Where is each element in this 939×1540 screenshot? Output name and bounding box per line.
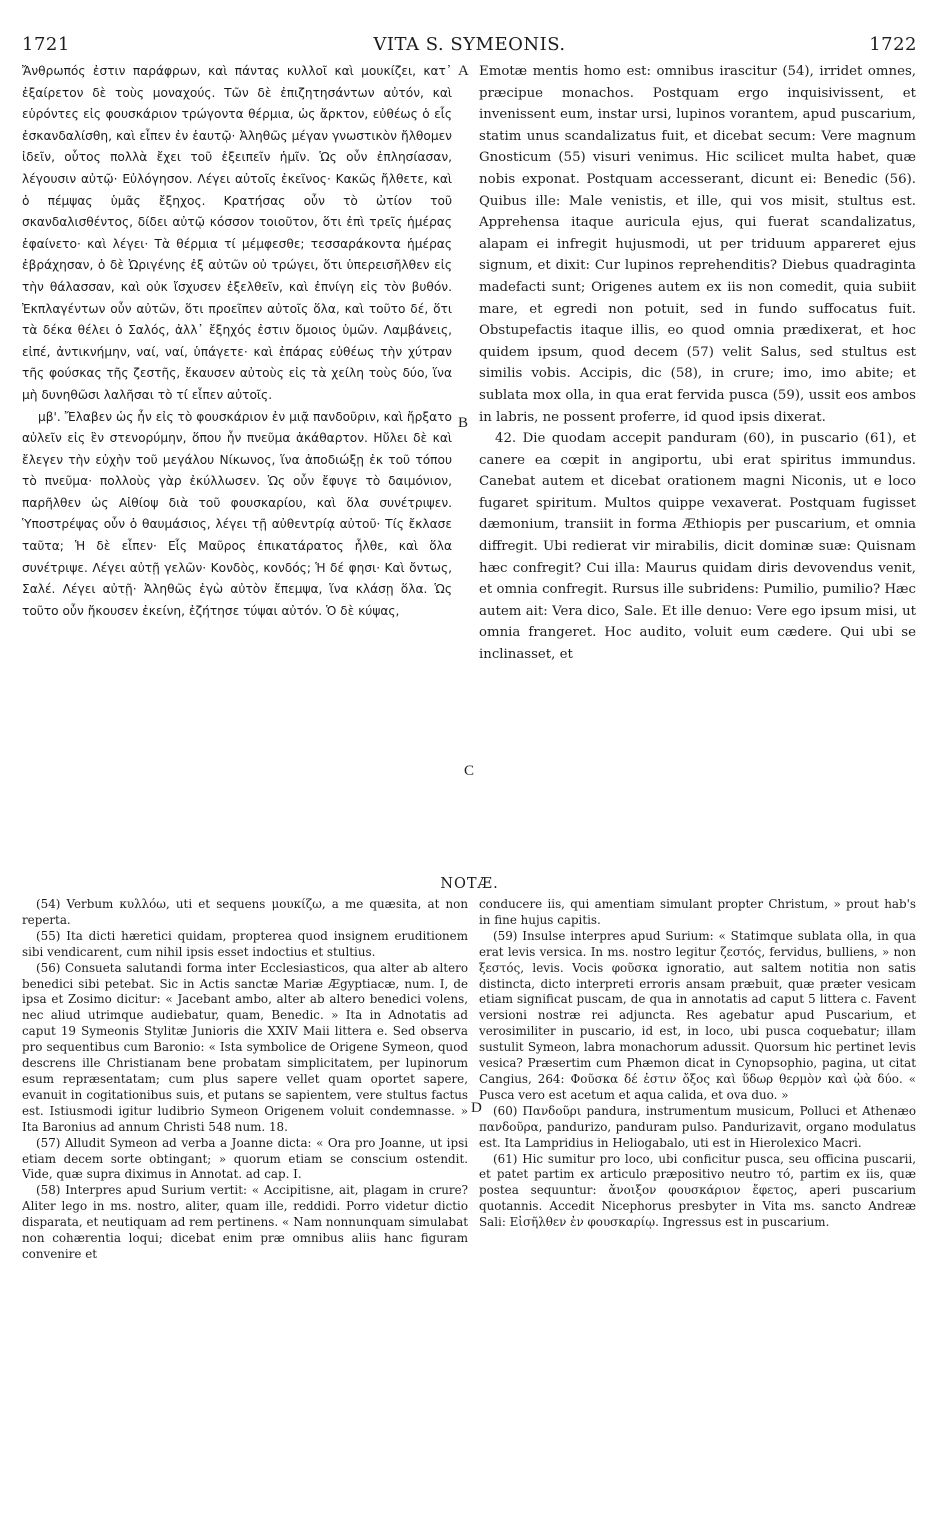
latin-text-column <box>479 61 916 881</box>
section-marker-b: B <box>458 415 469 431</box>
greek-text-column <box>22 61 452 881</box>
right-column-number: 1722 <box>869 34 917 55</box>
note-58: (58) Interpres apud Surium vertit: « Accipitisne, ait, plagam in crure? Aliter lego in ms. nostro, aliter, quam ille, reddidi. Porro videtur dictio disparata, et neutiquam ad rem pertinens. « Nam nonnunquam simulabat non cohærentia loqui; dicebat enim præ omnibus aliis hanc figuram convenire et <box>22 1183 468 1261</box>
notes-right-column <box>479 897 916 1457</box>
greek-paragraph-2: μβ'. Ἔλαβεν ὡς ἦν εἰς τὸ φουσκάριον ἐν μιᾷ πανδοῦριν, καὶ ἤρξατο αὐλεῖν εἰς ἓν στενορύμην, ὅπου ἦν πνεῦμα ἀκάθαρτον. Ηὔλει δὲ καὶ ἔλεγεν τὴν εὐχὴν τοῦ μεγάλου Νίκωνος, ἵνα ἀποδιώξῃ ἐκ τοῦ τόπου τὸ πνεῦμα· πολλοὺς γὰρ ἐκύλλωσεν. Ὡς οὖν ἔφυγε τὸ δαιμόνιον, παρῆλθεν ὡς Αἰθίοψ διὰ τοῦ φουσκαρίου, καὶ ὅλα συνέτριψεν. Ὑποστρέψας οὖν ὁ θαυμάσιος, λέγει τῇ αὐθεντρίᾳ αὐτοῦ· Τίς ἔκλασε ταῦτα; Ἡ δὲ εἶπεν· Εἷς Μαῦρος ἐπικατάρατος ἦλθε, καὶ ὅλα συνέτριψε. Λέγει αὐτῇ γελῶν· Κονδὸς, κονδός; Ἡ δέ φησι· Καὶ ὄντως, Σαλέ. Λέγει αὐτῇ· Ἀληθῶς ἐγὼ αὐτὸν ἔπεμψα, ἵνα κλάσῃ ὅλα. Ὡς τοῦτο οὖν ἤκουσεν ἐκείνη, ἐζήτησε τύψαι αὐτόν. Ὁ δὲ κύψας, <box>22 409 452 618</box>
note-58-continued: conducere iis, qui amentiam simulant propter Christum, » prout hab's in fine hujus capitis. <box>479 897 916 927</box>
running-title: VITA S. SYMEONIS. <box>373 34 566 55</box>
section-marker-a: A <box>458 63 469 79</box>
note-60: (60) Πανδοῦρι pandura, instrumentum musicum, Polluci et Athenæo πανδοῦρα, pandurizo, panduram pulso. Pandurizavit, organo modulatus est. Ita Lampridius in Heliogabalo, uti est in Hierolexico Macri. <box>479 1103 916 1150</box>
note-55: (55) Ita dicti hæretici quidam, propterea quod insignem eruditionem sibi vendicarent, cum nihil ipsis esset indoctius et stultius. <box>22 928 468 959</box>
greek-paragraph-1: Ἄνθρωπός ἐστιν παράφρων, καὶ πάντας κυλλοῖ καὶ μουκίζει, κατ᾽ ἐξαίρετον δὲ τοὺς μοναχούς. Τῶν δὲ ἐπιζητησάντων αὐτόν, καὶ εὑρόντες εἰς φουσκάριον τρώγοντα θέρμια, ὡς ἄρκτον, εὐθέως ὁ εἷς ἐσκανδαλίσθη, καὶ εἶπεν ἐν ἑαυτῷ· Ἀληθῶς μέγαν γνωστικὸν ἤλθομεν ἰδεῖν, οὗτος πολλὰ ἔχει τοῦ ἐξειπεῖν ἡμῖν. Ὡς οὖν ἐπλησίασαν, λέγουσιν αὐτῷ· Εὐλόγησον. Λέγει αὐτοῖς ἐκεῖνος· Κακῶς ἤλθετε, καὶ ὁ πέμψας ὑμᾶς ἔξηχος. Κρατήσας οὖν τὸ ὠτίον τοῦ σκανδαλισθέντος, δίδει αὐτῷ κόσσον τοιοῦτον, ὅτι ἐπὶ τρεῖς ἡμέρας ἐφαίνετο· καὶ λέγει· Τὰ θέρμια τί μέμφεσθε; τεσσαράκοντα ἡμέρας ἐβράχησαν, ὁ δὲ Ὠριγένης ἐξ αὐτῶν οὐ τρώγει, ὅτι ὑπερεισῆλθεν εἰς τὴν θάλασσαν, καὶ οὐκ ἴσχυσεν ἐξελθεῖν, καὶ ἐπνίγη εἰς τὸν βυθόν. Ἐκπλαγέντων οὖν αὐτῶν, ὅτι προεῖπεν αὐτοῖς ὅλα, καὶ τοῦτο δέ, ὅτι τὰ δέκα θέλει ὁ Σαλός, ἀλλ᾽ ἔξηχός ἐστιν ὅμοιος ὑμῶν. Λαμβάνεις, εἰπέ, ἀντικνήμην, ναί, ναί, ὑπάγετε· καὶ ἐπάρας εὐθέως τὴν χύτραν τῆς φούσκας τῆς ζεστῆς, ἔκαυσεν αὐτοὺς εἰς τὰ χείλη τοὺς δύο, ἵνα μὴ δυνηθῶσι λαλῆσαι τὸ τί εἶπεν αὐτοῖς. <box>22 64 452 402</box>
notes-heading: NOTÆ. <box>440 876 499 892</box>
note-61: (61) Hic sumitur pro loco, ubi conficitur pusca, seu officina puscarii, et patet partim ex articulo præpositivo neutro τό, partim ex iis, quæ postea sequuntur: ἄνοιξον φουσκάριον ἔφετος, aperi puscarium quotannis. Accedit Nicephorus presbyter in Vita ms. sancto Andreæ Sali: Εἰσῆλθεν ἐν φουσκαρίῳ. Ingressus est in puscarium. <box>479 1151 916 1230</box>
note-59: (59) Insulse interpres apud Surium: « Statimque sublata olla, in qua erat levis versica. In ms. nostro legitur ζεστός, fervidus, bulliens, » non ξεστός, levis. Vocis φοῦσκα ignoratio, aut saltem notitia non satis distincta, dicto interpreti erroris ansam præbuit, quæ præter vesicam etiam significat puscam, de qua in annotatis ad caput 5 littera c. Favent versioni nostræ rei adjuncta. Res agebatur apud Puscarium, et verosimiliter in puscario, id est, in loco, ubi pusca coquebatur; illam sustulit Symeon, labra monachorum adussit. Quorsum hic pertinet levis vesica? Præsertim cum Phæmon dicat in Cynopsophio, pagina, ut citat Cangius, 264: Φοῦσκα δέ ἐστιν ὄξος καὶ ὕδωρ θερμὸν καὶ ᾠὰ δύο. « Pusca vero est acetum et aqua calida, et ova duo. » <box>479 928 916 1102</box>
note-54: (54) Verbum κυλλόω, uti et sequens μουκίζω, a me quæsita, at non reperta. <box>22 897 468 927</box>
latin-paragraph-1: Emotæ mentis homo est: omnibus irascitur (54), irridet omnes, præcipue monachos. Postquam ergo inquisivissent, et invenissent eum, instar ursi, lupinos vorantem, apud puscarium, statim unus scandalizatus fuit, et dicebat secum: Vere magnum Gnosticum (55) visuri venimus. Hic scilicet multa habet, quæ nobis exponat. Postquam accesserant, dicunt ei: Benedic (56). Quibus ille: Male venistis, et ille, qui vos misit, stultus est. Apprehensa itaque auricula ejus, qui fuerat scandalizatus, alapam ei infregit hujusmodi, ut per triduum appareret ejus signum, et dixit: Cur lupinos reprehenditis? Diebus quadraginta madefacti sunt; Origenes autem ex iis non comedit, quia subiit mare, et egredi non potuit, sed in fundo suffocatus fuit. Obstupefactis itaque illis, eo quod omnia prædixerat, et hoc quidem ipsum, quod decem (57) velit Salus, sed stultus est similis vobis. Accipis, dic (58), in crure; imo, imo abite; et sublata mox olla, in qua erat fervida pusca (59), ussit eos ambos in labris, ne possent proferre, id quod ipsis dixerat. <box>479 64 916 425</box>
notes-left-column <box>22 897 468 1527</box>
note-56: (56) Consueta salutandi forma inter Ecclesiasticos, qua alter ab altero benedici sibi petebat. Sic in Actis sanctæ Mariæ Ægyptiacæ, num. I, de ipsa et Zosimo dicitur: « Jacebant ambo, alter ab altero benedici volens, nec aliud utrimque audiebatur, quam, Benedic. » Ita in Adnotatis ad caput 19 Symeonis Stylitæ Junioris die XXIV Maii littera e. Sed observa pro sequentibus cum Baronio: « Ista symbolice de Origene Symeon, quod descrens ille Christianam bene probatam simplicitatem, per lupinorum esum repræsentatam; cum plus sapere vellet quam oportet sapere, evanuit in cogitationibus suis, et putans se sapientem, vere stultus factus est. Istiusmodi igitur ludibrio Symeon Origenem voluit condemnasse. » Ita Baronius ad annum Christi 548 num. 18. <box>22 960 468 1134</box>
section-marker-d: D <box>471 1100 482 1116</box>
note-57: (57) Alludit Symeon ad verba a Joanne dicta: « Ora pro Joanne, ut ipsi etiam decem sorte obtingant; » quorum etiam se conscium ostendit. Vide, quæ supra diximus in Annotat. ad cap. I. <box>22 1135 468 1182</box>
latin-paragraph-2: 42. Die quodam accepit panduram (60), in puscario (61), et canere ea cœpit in angiportu, ubi erat spiritus immundus. Canebat autem et dicebat orationem magni Niconis, ut e loco fugaret spiritum. Multos quippe vexaverat. Postquam fugisset dæmonium, transiit in forma Æthiopis per puscarium, et omnia diffregit. Ubi redierat vir mirabilis, dicit dominæ suæ: Quisnam hæc confregit? Cui illa: Maurus quidam diris devovendus venit, et omnia confregit. Rursus ille subridens: Pumilio, pumilio? Hæc autem ait: Vera dico, Sale. Et ille denuo: Vere ego ipsum misi, ut omnia frangeret. Hoc audito, voluit eum cædere. Qui ubi se inclinasset, et <box>479 431 916 663</box>
left-column-number: 1721 <box>22 34 70 55</box>
section-marker-c: C <box>464 763 475 779</box>
page-header <box>22 34 917 58</box>
